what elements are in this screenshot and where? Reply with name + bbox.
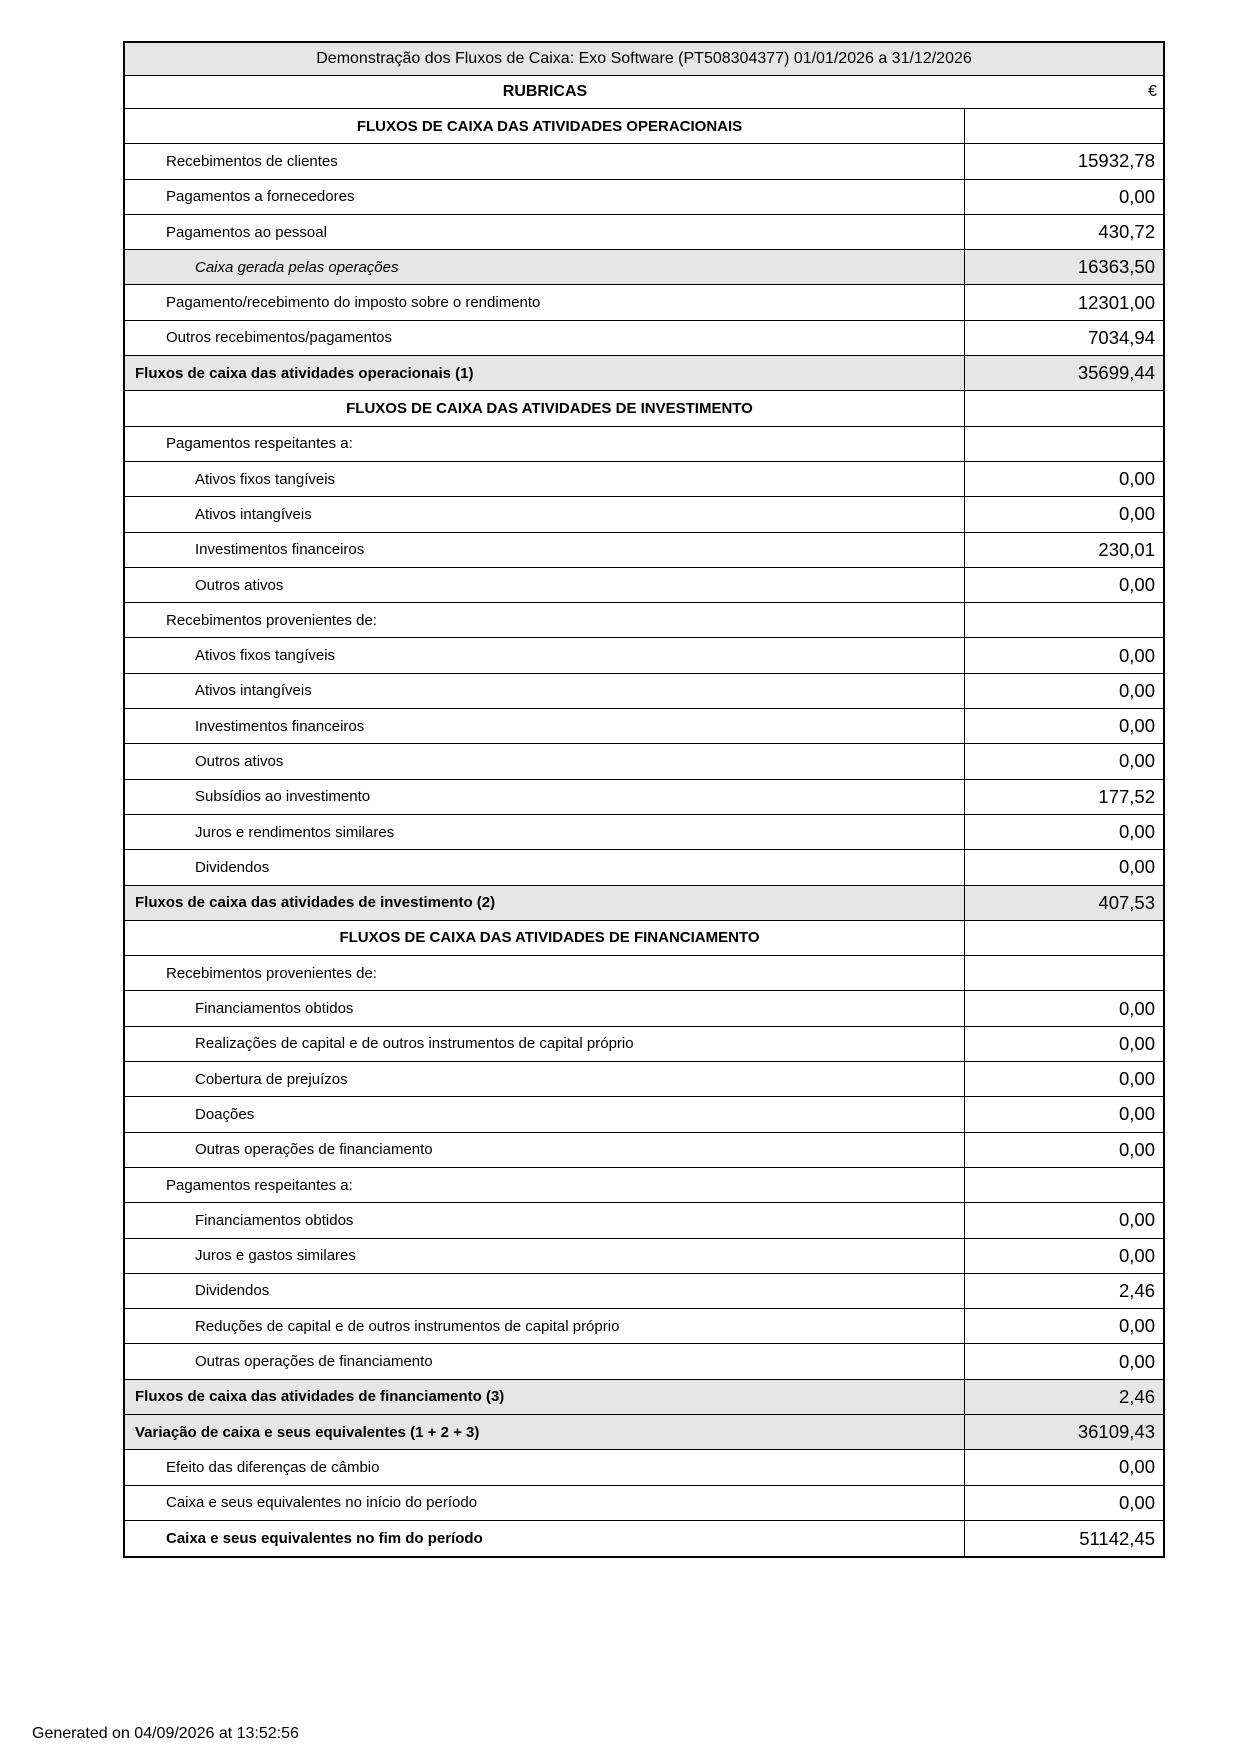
row-value: 0,00 — [1118, 1315, 1155, 1337]
column-header — [125, 76, 1163, 109]
row-label: Outras operações de financiamento — [125, 1344, 965, 1378]
row-label: Outros ativos — [125, 744, 965, 778]
row-label: Variação de caixa e seus equivalentes (1 + 2 + 3) — [125, 1415, 965, 1449]
row-value: 0,00 — [1118, 574, 1155, 595]
row-label: Doações — [125, 1097, 965, 1131]
currency-symbol: € — [1148, 83, 1157, 100]
row-label: Pagamentos ao pessoal — [125, 215, 965, 249]
row-value — [965, 391, 1163, 425]
row-label: Outros recebimentos/pagamentos — [125, 321, 965, 355]
table-row — [125, 1203, 1163, 1238]
table-row — [125, 1027, 1163, 1062]
table-row — [125, 1344, 1163, 1379]
table-row — [125, 709, 1163, 744]
row-label: Reduções de capital e de outros instrumentos de capital próprio — [125, 1309, 965, 1343]
row-value: 0,00 — [1118, 1456, 1155, 1478]
row-value: 2,46 — [965, 1380, 1163, 1414]
table-row — [125, 427, 1163, 462]
row-label: Investimentos financeiros — [125, 709, 965, 743]
row-label: Financiamentos obtidos — [125, 1203, 965, 1237]
row-label: Recebimentos provenientes de: — [125, 956, 965, 990]
row-label: Pagamento/recebimento do imposto sobre o rendimento — [125, 285, 965, 319]
row-value: 0,00 — [1118, 1068, 1155, 1090]
cash-flow-statement — [123, 41, 1165, 1558]
total-row — [125, 1415, 1163, 1450]
row-label: Ativos fixos tangíveis — [125, 638, 965, 672]
row-label: Ativos intangíveis — [125, 497, 965, 531]
table-row — [125, 462, 1163, 497]
row-value: 0,00 — [1118, 1209, 1155, 1231]
row-label: Recebimentos provenientes de: — [125, 603, 965, 637]
row-label: Pagamentos a fornecedores — [125, 180, 965, 214]
table-row — [125, 956, 1163, 991]
report-title: Demonstração dos Fluxos de Caixa: Exo Software (PT508304377) 01/01/2026 a 31/12/2026 — [125, 43, 1163, 76]
row-value: 0,00 — [1118, 644, 1155, 666]
total-row — [125, 356, 1163, 391]
row-value: 0,00 — [1118, 503, 1155, 525]
row-label: Fluxos de caixa das atividades de financiamento (3) — [125, 1380, 965, 1414]
row-value: 430,72 — [1098, 221, 1155, 243]
table-row — [125, 991, 1163, 1026]
row-value: 177,52 — [1098, 785, 1155, 807]
table-row — [125, 285, 1163, 320]
table-row — [125, 144, 1163, 179]
total-row — [125, 886, 1163, 921]
row-value: 0,00 — [1118, 185, 1155, 207]
row-value: 35699,44 — [965, 356, 1163, 390]
row-label: Caixa e seus equivalentes no fim do período — [125, 1521, 965, 1556]
table-row — [125, 674, 1163, 709]
total-row — [125, 1380, 1163, 1415]
row-value: 0,00 — [1118, 679, 1155, 701]
row-value: 0,00 — [1118, 1491, 1155, 1513]
row-label: Outros ativos — [125, 568, 965, 602]
row-label: Recebimentos de clientes — [125, 144, 965, 178]
table-row — [125, 215, 1163, 250]
table-row — [125, 815, 1163, 850]
row-value: 407,53 — [965, 886, 1163, 920]
row-value — [965, 603, 1163, 637]
row-label: Juros e gastos similares — [125, 1239, 965, 1273]
row-label: Dividendos — [125, 850, 965, 884]
table-row — [125, 180, 1163, 215]
row-label: Ativos intangíveis — [125, 674, 965, 708]
table-row — [125, 321, 1163, 356]
row-label: Subsídios ao investimento — [125, 780, 965, 814]
row-value — [965, 1168, 1163, 1202]
row-label: Investimentos financeiros — [125, 533, 965, 567]
row-value: 0,00 — [1118, 856, 1155, 878]
row-value: 0,00 — [1118, 1103, 1155, 1125]
row-label: Caixa gerada pelas operações — [125, 250, 965, 284]
row-label: Pagamentos respeitantes a: — [125, 1168, 965, 1202]
row-label: Fluxos de caixa das atividades operacionais (1) — [125, 356, 965, 390]
table-row — [125, 1239, 1163, 1274]
row-label: Financiamentos obtidos — [125, 991, 965, 1025]
row-value: 0,00 — [1118, 715, 1155, 737]
total-row — [125, 1521, 1163, 1556]
row-label: Realizações de capital e de outros instrumentos de capital próprio — [125, 1027, 965, 1061]
row-value: 0,00 — [1118, 750, 1155, 772]
row-label: Dividendos — [125, 1274, 965, 1308]
row-label: FLUXOS DE CAIXA DAS ATIVIDADES DE FINANCIAMENTO — [125, 921, 965, 955]
table-row — [125, 1097, 1163, 1132]
table-row — [125, 1486, 1163, 1521]
row-label: Pagamentos respeitantes a: — [125, 427, 965, 461]
table-row — [125, 780, 1163, 815]
row-label: Ativos fixos tangíveis — [125, 462, 965, 496]
table-row — [125, 1062, 1163, 1097]
table-row — [125, 568, 1163, 603]
table-row — [125, 1168, 1163, 1203]
row-label: Outras operações de financiamento — [125, 1133, 965, 1167]
row-label: Cobertura de prejuízos — [125, 1062, 965, 1096]
row-value: 2,46 — [1118, 1279, 1155, 1301]
row-value: 36109,43 — [965, 1415, 1163, 1449]
section-header-row — [125, 921, 1163, 956]
row-label: FLUXOS DE CAIXA DAS ATIVIDADES DE INVESTIMENTO — [125, 391, 965, 425]
row-value: 15932,78 — [1077, 150, 1155, 172]
row-label: Juros e rendimentos similares — [125, 815, 965, 849]
row-value: 12301,00 — [1077, 291, 1155, 313]
row-value: 0,00 — [1118, 1244, 1155, 1266]
table-row — [125, 1133, 1163, 1168]
statement-rows — [125, 109, 1163, 1556]
row-value: 0,00 — [1118, 1350, 1155, 1372]
table-row — [125, 850, 1163, 885]
row-value: 0,00 — [1118, 821, 1155, 843]
table-row — [125, 533, 1163, 568]
column-label: RUBRICAS — [502, 83, 588, 100]
row-value: 16363,50 — [965, 250, 1163, 284]
table-row — [125, 744, 1163, 779]
row-label: Efeito das diferenças de câmbio — [125, 1450, 965, 1484]
row-value — [965, 427, 1163, 461]
table-row — [125, 638, 1163, 673]
row-value: 0,00 — [1118, 997, 1155, 1019]
row-label: Fluxos de caixa das atividades de investimento (2) — [125, 886, 965, 920]
row-value: 230,01 — [1098, 538, 1155, 560]
row-value: 7034,94 — [1088, 326, 1155, 348]
row-value: 0,00 — [1118, 1032, 1155, 1054]
table-row — [125, 497, 1163, 532]
generated-timestamp: Generated on 04/09/2026 at 13:52:56 — [32, 1725, 299, 1742]
row-value: 51142,45 — [1079, 1527, 1155, 1549]
section-header-row — [125, 391, 1163, 426]
row-label: Caixa e seus equivalentes no início do período — [125, 1486, 965, 1520]
table-row — [125, 1450, 1163, 1485]
table-row — [125, 603, 1163, 638]
table-row — [125, 1309, 1163, 1344]
section-header-row — [125, 109, 1163, 144]
row-label: FLUXOS DE CAIXA DAS ATIVIDADES OPERACIONAIS — [125, 109, 965, 143]
row-value: 0,00 — [1118, 1138, 1155, 1160]
row-value — [965, 956, 1163, 990]
row-value — [965, 109, 1163, 143]
subtotal-row — [125, 250, 1163, 285]
row-value: 0,00 — [1118, 468, 1155, 490]
row-value — [965, 921, 1163, 955]
table-row — [125, 1274, 1163, 1309]
